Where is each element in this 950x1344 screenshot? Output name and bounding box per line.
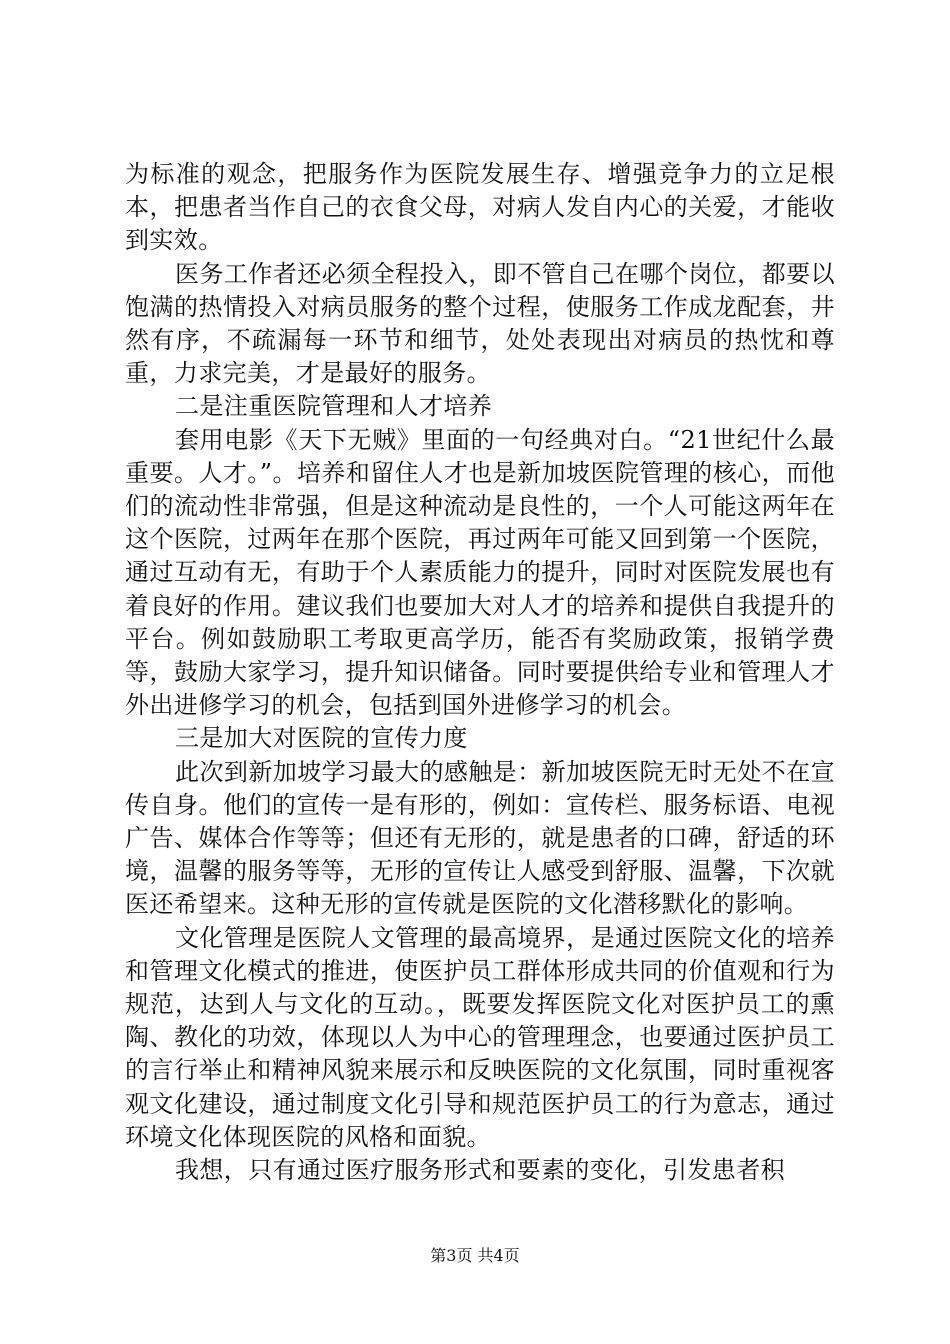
section-heading-publicity: 三是加大对医院的宣传力度 <box>175 724 468 753</box>
page-number: 第3页 共4页 <box>430 1246 520 1265</box>
paragraph-5: 文化管理是医院人文管理的最高境界，是通过医院文化的培养和管理文化模式的推进，使医护员工群体形成共同的价值观和行为规范，达到人与文化的互动。，既要发挥医院文化对医护员工的熏陶、教化的功效，体现以人为中心的管理理念，也要通过医护员工的言行举止和精神风貌来展示和反映医院的文化氛围，同时重视客观文化建设，通过制度文化引导和规范医护员工的行为意志，通过环境文化体现医院的风格和面貌。 <box>125 923 835 1151</box>
section-heading-talent: 二是注重医院管理和人才培养 <box>175 392 493 421</box>
paragraph-2: 医务工作者还必须全程投入，即不管自己在哪个岗位，都要以饱满的热情投入对病员服务的整个过程，使服务工作成龙配套，井然有序，不疏漏每一环节和细节，处处表现出对病员的热忱和尊重，力求完美，才是最好的服务。 <box>125 259 835 388</box>
page-footer <box>0 1245 950 1267</box>
paragraph-1: 为标准的观念，把服务作为医院发展生存、增强竞争力的立足根本，把患者当作自己的衣食父母，对病人发自内心的关爱，才能收到实效。 <box>125 160 835 255</box>
paragraph-4: 此次到新加坡学习最大的感触是：新加坡医院无时无处不在宣传自身。他们的宣传一是有形的，例如：宣传栏、服务标语、电视广告、媒体合作等等；但还有无形的，就是患者的口碑，舒适的环境，温馨的服务等等，无形的宣传让人感受到舒服、温馨，下次就医还希望来。这种无形的宣传就是医院的文化潜移默化的影响。 <box>125 757 835 919</box>
paragraph-3: 套用电影《天下无贼》里面的一句经典对白。“21世纪什么最重要。人才。”。培养和留住人才也是新加坡医院管理的核心，而他们的流动性非常强，但是这种流动是良性的，一个人可能这两年在这个医院，过两年在那个医院，再过两年可能又回到第一个医院，通过互动有无，有助于个人素质能力的提升，同时对医院发展也有着良好的作用。建议我们也要加大对人才的培养和提供自我提升的平台。例如鼓励职工考取更高学历，能否有奖励政策，报销学费等，鼓励大家学习，提升知识储备。同时要提供给专业和管理人才外出进修学习的机会，包括到国外进修学习的机会。 <box>125 425 835 720</box>
document-body <box>125 158 835 1187</box>
paragraph-6: 我想，只有通过医疗服务形式和要素的变化，引发患者积 <box>175 1156 785 1185</box>
